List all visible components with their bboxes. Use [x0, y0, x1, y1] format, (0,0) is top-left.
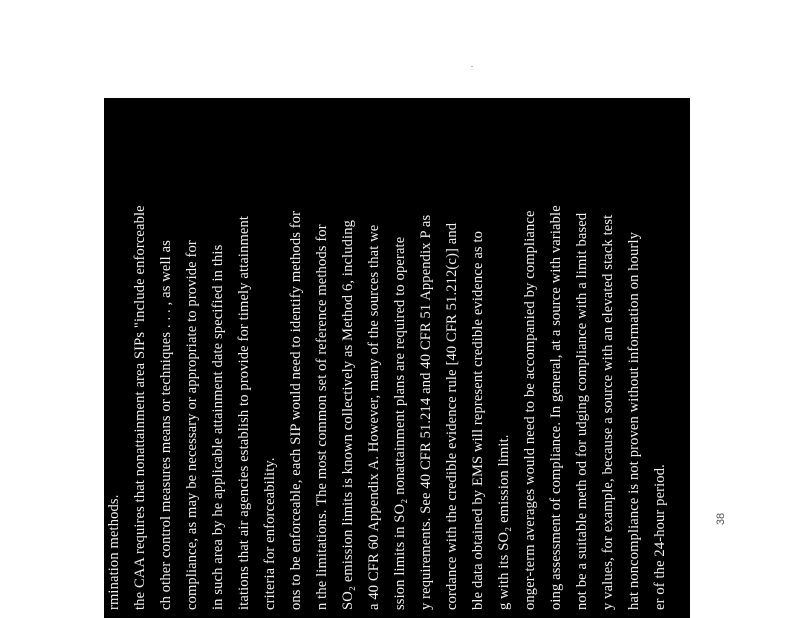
page-number: 38	[715, 512, 727, 526]
text-line: SO₂ emission limits is known collectively as Method 6, including	[340, 219, 356, 610]
inverted-scan-page	[104, 98, 690, 618]
text-line: onger-term averages would need to be accompanied by compliance	[522, 210, 538, 610]
text-line: hat noncompliance is not proven without information on hourly	[626, 231, 642, 610]
text-line: y requirements. See 40 CFR 51.214 and 40 CFR 51 Appendix P as	[418, 214, 434, 610]
text-line: ons to be enforceable, each SIP would need to identify methods for	[288, 210, 304, 610]
scan-speck	[471, 66, 473, 67]
text-line: oing assessment of compliance. In general, at a source with variable	[548, 205, 564, 610]
text-line: g with its SO₂ emission limit.	[496, 434, 512, 610]
text-line: cordance with the credible evidence rule [40 CFR 51.212(c)] and	[444, 222, 460, 610]
text-line: ble data obtained by EMS will represent credible evidence as to	[470, 230, 486, 610]
text-line: compliance, as may be necessary or appropriate to provide for	[184, 240, 200, 610]
text-line: rmination methods.	[106, 494, 122, 610]
text-line: ch other control measures means or techniques . . . , as well as	[158, 240, 174, 610]
text-line: n the limitations. The most common set of reference methods for	[314, 224, 330, 610]
text-line: not be a suitable meth od for udging compliance with a limit based	[574, 212, 590, 610]
rotated-text-body	[104, 98, 690, 618]
text-line: criteria for enforceability.	[262, 457, 278, 610]
text-line: er of the 24-hour period.	[652, 464, 668, 610]
text-line: a 40 CFR 60 Appendix A. However, many of the sources that we	[366, 224, 382, 610]
text-line: itations that air agencies establish to provide for timely attainment	[236, 215, 252, 610]
text-line: the CAA requires that nonattainment area SIPs "include enforceable	[132, 205, 148, 610]
text-line: y values, for example, because a source with an elevated stack test	[600, 214, 616, 610]
text-line: in such area by he applicable attainment date specified in this	[210, 244, 226, 610]
text-line: ssion limits in SO₂ nonattainment plans are required to operate	[392, 236, 408, 610]
